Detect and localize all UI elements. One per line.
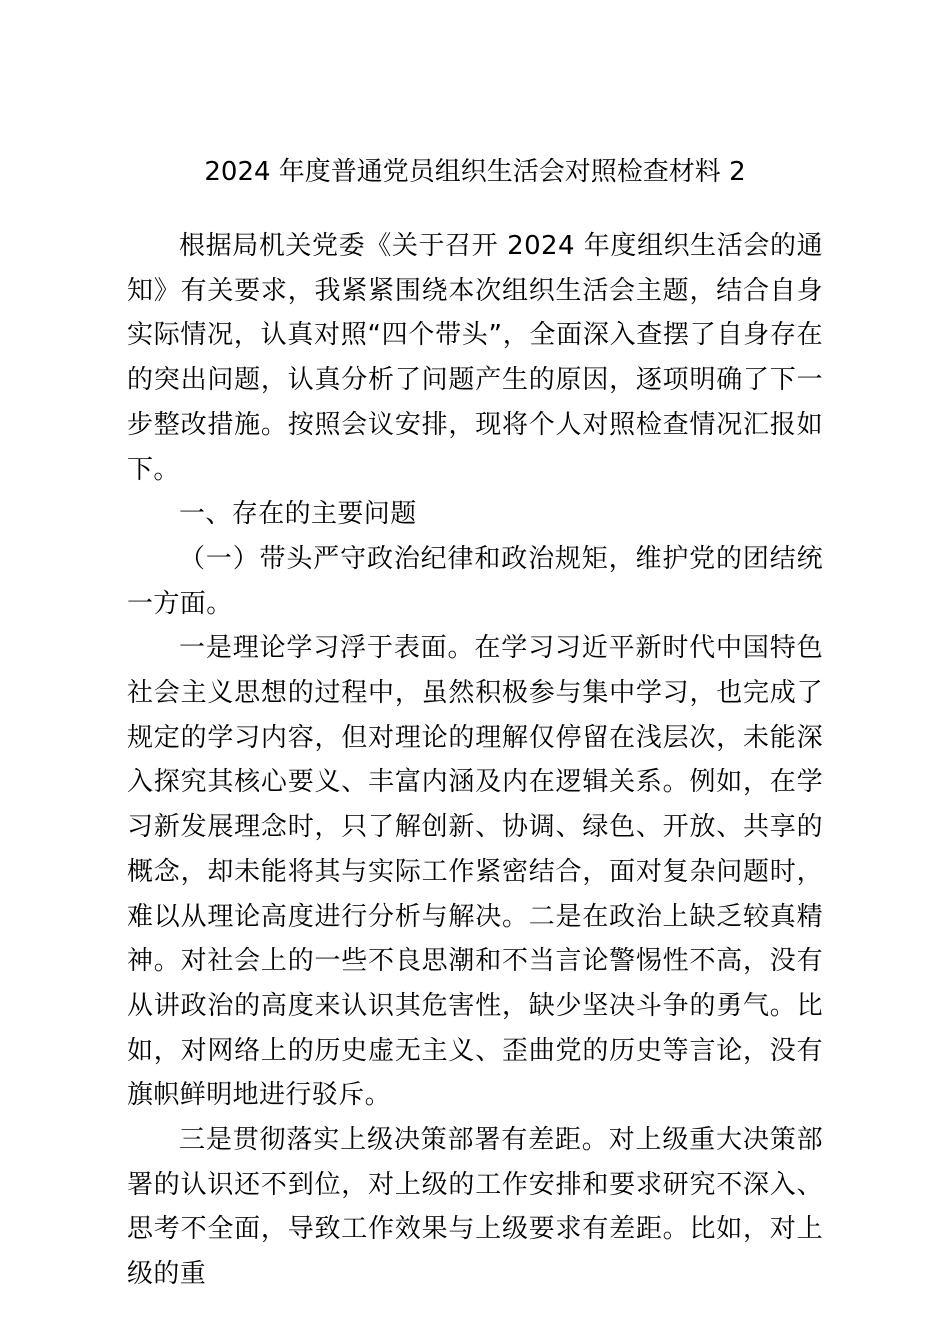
body-paragraph-1: 一是理论学习浮于表面。在学习习近平新时代中国特色社会主义思想的过程中，虽然积极参与集中学习，也完成了规定的学习内容，但对理论的理解仅停留在浅层次，未能深入探究其核心要义、丰富内涵及内在逻辑关系。例如，在学习新发展理念时，只了解创新、协调、绿色、开放、共享的概念，却未能将其与实际工作紧密结合，面对复杂问题时，难以从理论高度进行分析与解决。二是在政治上缺乏较真精神。对社会上的一些不良思潮和不当言论警惕性不高，没有从讲政治的高度来认识其危害性，缺少坚决斗争的勇气。比如，对网络上的历史虚无主义、歪曲党的历史等言论，没有旗帜鲜明地进行驳斥。 [127, 633, 823, 1111]
subsection-heading: （一）带头严守政治纪律和政治规矩，维护党的团结统一方面。 [127, 543, 823, 619]
document-body [127, 224, 823, 1297]
section-heading: 一、存在的主要问题 [179, 499, 417, 530]
document-title: 2024 年度普通党员组织生活会对照检查材料 2 [204, 157, 746, 187]
intro-paragraph: 根据局机关党委《关于召开 2024 年度组织生活会的通知》有关要求，我紧紧围绕本次组织生活会主题，结合自身实际情况，认真对照“四个带头”，全面深入查摆了自身存在的突出问题，认真分析了问题产生的原因，逐项明确了下一步整改措施。按照会议安排，现将个人对照检查情况汇报如下。 [127, 231, 823, 485]
body-paragraph-2: 三是贯彻落实上级决策部署有差距。对上级重大决策部署的认识还不到位，对上级的工作安排和要求研究不深入、思考不全面，导致工作效果与上级要求有差距。比如，对上级的重 [127, 1125, 823, 1290]
